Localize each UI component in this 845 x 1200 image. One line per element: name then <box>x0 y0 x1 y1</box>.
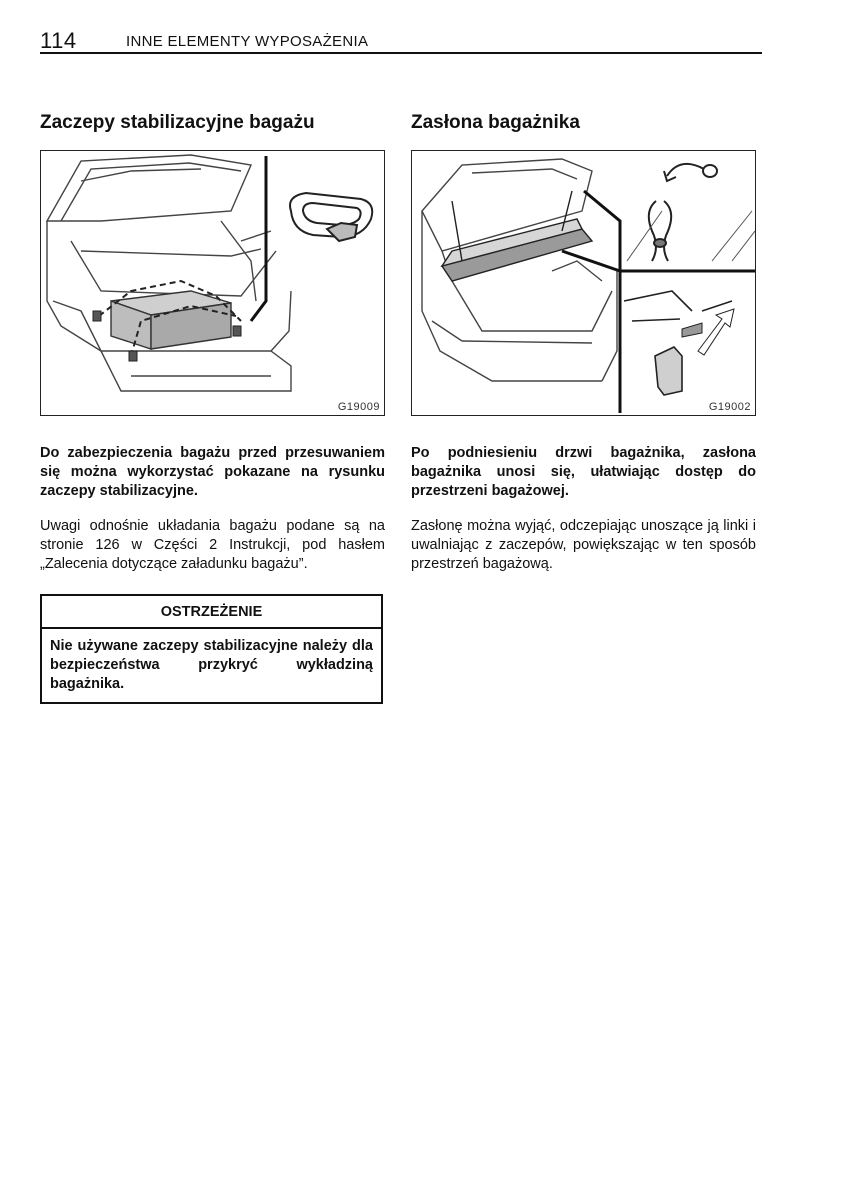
warning-text: Nie używane zaczepy stabilizacyjne należy dla bezpieczeństwa przykryć wykładziną bagażnika. <box>50 638 373 692</box>
luggage-hooks-illustration <box>40 150 385 416</box>
car-trunk-cover-drawing <box>412 151 755 415</box>
left-column <box>40 110 385 704</box>
warning-title: OSTRZEŻENIE <box>42 596 381 629</box>
car-trunk-hooks-drawing <box>41 151 384 415</box>
right-column <box>411 110 756 574</box>
tonneau-cover-illustration <box>411 150 756 416</box>
section-title: INNE ELEMENTY WYPOSAŻENIA <box>126 33 369 50</box>
figure-code: G19009 <box>337 401 380 413</box>
tonneau-cover-heading: Zasłona bagażnika <box>411 112 580 133</box>
page-number: 114 <box>40 28 77 53</box>
tonneau-cover-intro: Po podniesieniu drzwi bagażnika, zasłona bagażnika unosi się, ułatwiając dostęp do przestrzeni bagażowej. <box>411 445 756 499</box>
warning-box <box>40 594 383 704</box>
figure-code: G19002 <box>708 401 751 413</box>
luggage-hooks-heading: Zaczepy stabilizacyjne bagażu <box>40 112 315 133</box>
luggage-loading-note: Uwagi odnośnie układania bagażu podane są na stronie 126 w Części 2 Instrukcji, pod hasłem „Zalecenia dotyczące załadunku bagażu”. <box>40 518 385 572</box>
page-header <box>40 26 762 54</box>
tonneau-cover-removal-note: Zasłonę można wyjąć, odczepiając unoszące ją linki i uwalniając z zaczepów, powiększając w ten sposób przestrzeń bagażową. <box>411 518 756 572</box>
luggage-hooks-intro: Do zabezpieczenia bagażu przed przesuwaniem się można wykorzystać pokazane na rysunku zaczepy stabilizacyjne. <box>40 445 385 499</box>
